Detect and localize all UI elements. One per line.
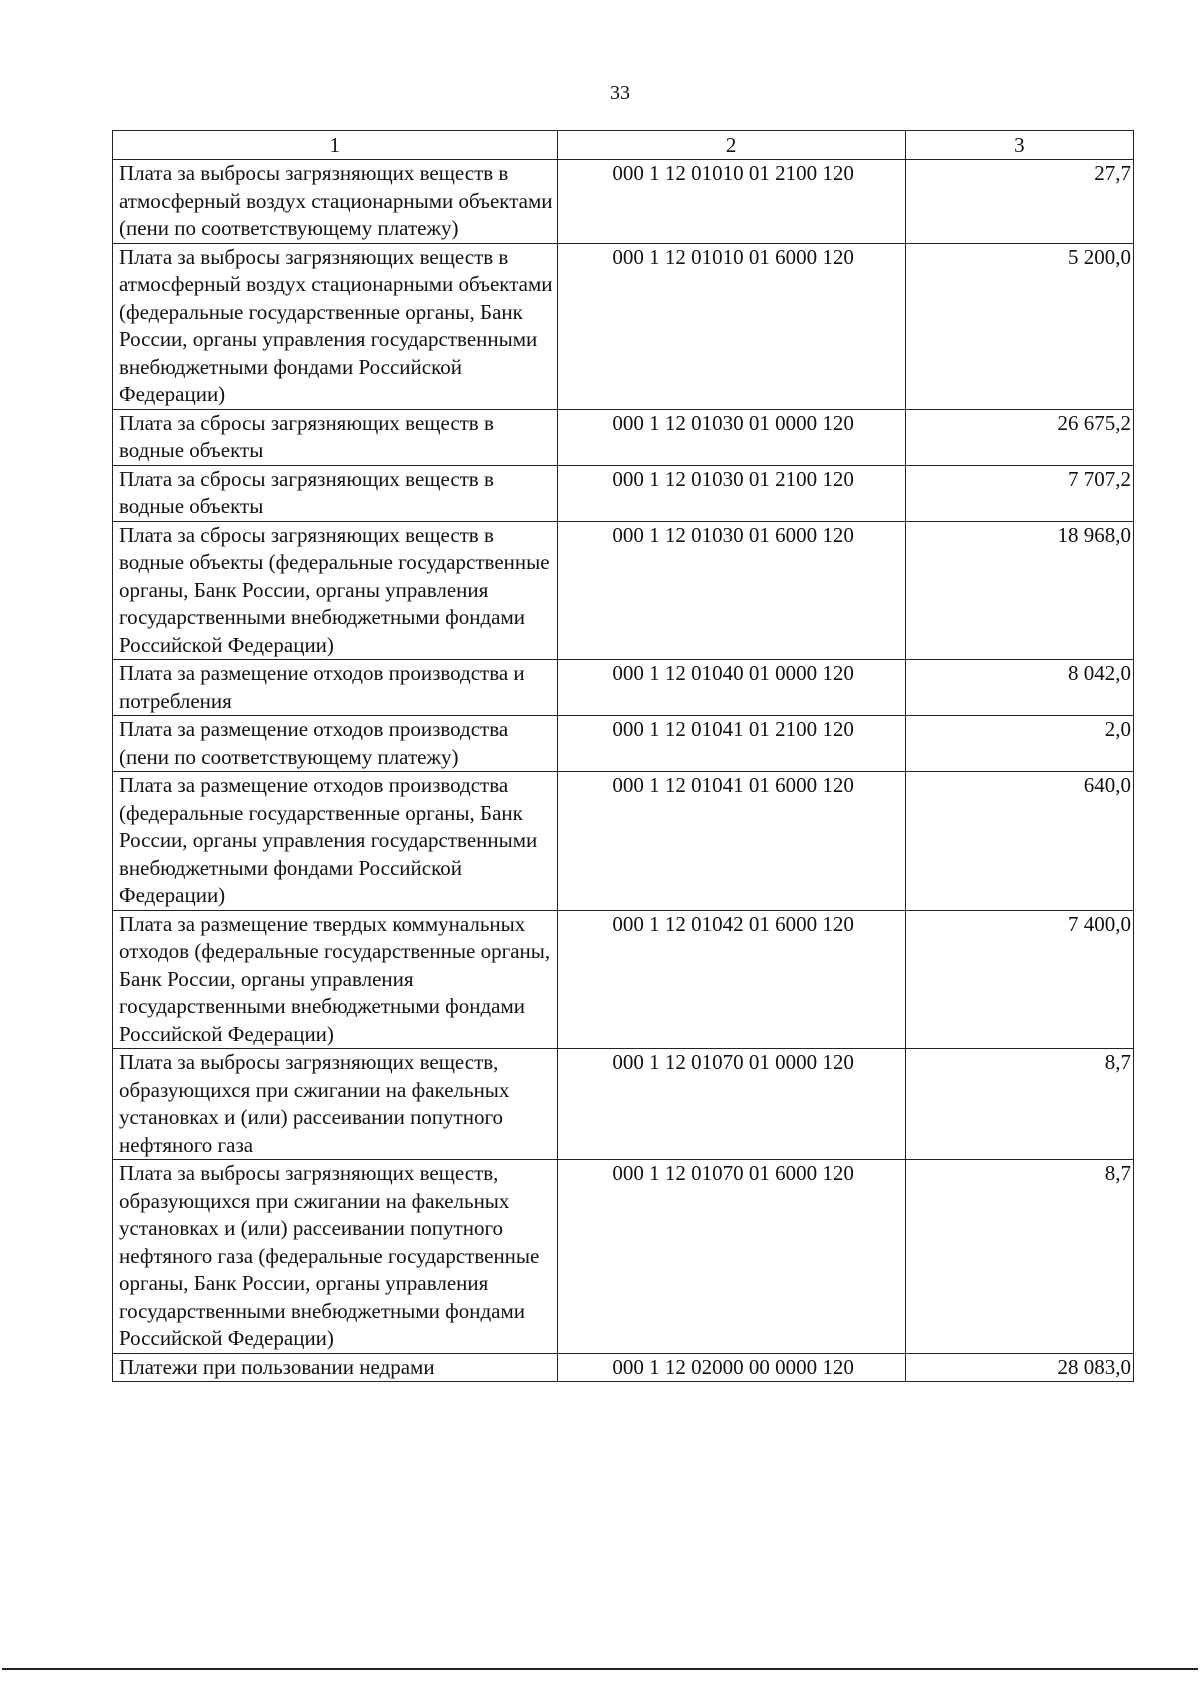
row-description: Плата за сбросы загрязняющих веществ в водные объекты <box>113 409 558 465</box>
row-budget-code: 000 1 12 01070 01 6000 120 <box>557 1160 905 1354</box>
column-header-1: 1 <box>113 131 558 160</box>
footer-rule <box>2 1668 1198 1670</box>
row-amount: 26 675,2 <box>905 409 1133 465</box>
row-amount: 8,7 <box>905 1160 1133 1354</box>
table-row <box>113 1353 1134 1382</box>
row-amount: 8,7 <box>905 1049 1133 1160</box>
table-row <box>113 243 1134 409</box>
row-budget-code: 000 1 12 02000 00 0000 120 <box>557 1353 905 1382</box>
row-description: Плата за сбросы загрязняющих веществ в водные объекты (федеральные государственные органы, Банк России, органы управления государственными внебюджетными фондами Российской Федерации) <box>113 521 558 660</box>
column-header-2: 2 <box>557 131 905 160</box>
row-amount: 7 400,0 <box>905 910 1133 1049</box>
row-description: Плата за размещение твердых коммунальных отходов (федеральные государственные органы, Банк России, органы управления государственными внебюджетными фондами Российской Федерации) <box>113 910 558 1049</box>
table-row <box>113 772 1134 911</box>
page-number: 33 <box>610 82 630 104</box>
row-budget-code: 000 1 12 01070 01 0000 120 <box>557 1049 905 1160</box>
row-budget-code: 000 1 12 01010 01 6000 120 <box>557 243 905 409</box>
table-row <box>113 716 1134 772</box>
row-description: Плата за сбросы загрязняющих веществ в водные объекты <box>113 465 558 521</box>
row-description: Плата за выбросы загрязняющих веществ в атмосферный воздух стационарными объектами (федеральные государственные органы, Банк России, органы управления государственными внебюджетными фондами Российской Федерации) <box>113 243 558 409</box>
table-row <box>113 160 1134 244</box>
row-budget-code: 000 1 12 01041 01 2100 120 <box>557 716 905 772</box>
row-description: Плата за размещение отходов производства (пени по соответствующему платежу) <box>113 716 558 772</box>
row-amount: 8 042,0 <box>905 660 1133 716</box>
row-amount: 640,0 <box>905 772 1133 911</box>
row-budget-code: 000 1 12 01042 01 6000 120 <box>557 910 905 1049</box>
row-description: Платежи при пользовании недрами <box>113 1353 558 1382</box>
row-amount: 18 968,0 <box>905 521 1133 660</box>
table-row <box>113 1160 1134 1354</box>
row-budget-code: 000 1 12 01010 01 2100 120 <box>557 160 905 244</box>
row-budget-code: 000 1 12 01030 01 2100 120 <box>557 465 905 521</box>
budget-table <box>112 130 1134 1382</box>
table-row <box>113 660 1134 716</box>
table-row <box>113 465 1134 521</box>
row-amount: 7 707,2 <box>905 465 1133 521</box>
row-budget-code: 000 1 12 01041 01 6000 120 <box>557 772 905 911</box>
row-description: Плата за выбросы загрязняющих веществ в атмосферный воздух стационарными объектами (пени по соответствующему платежу) <box>113 160 558 244</box>
row-amount: 27,7 <box>905 160 1133 244</box>
row-description: Плата за выбросы загрязняющих веществ, образующихся при сжигании на факельных установках и (или) рассеивании попутного нефтяного газа <box>113 1049 558 1160</box>
table-row <box>113 521 1134 660</box>
row-amount: 2,0 <box>905 716 1133 772</box>
column-header-3: 3 <box>905 131 1133 160</box>
row-description: Плата за размещение отходов производства и потребления <box>113 660 558 716</box>
row-budget-code: 000 1 12 01030 01 0000 120 <box>557 409 905 465</box>
table-row <box>113 910 1134 1049</box>
table-row <box>113 1049 1134 1160</box>
row-amount: 28 083,0 <box>905 1353 1133 1382</box>
table-header-row <box>113 131 1134 160</box>
row-amount: 5 200,0 <box>905 243 1133 409</box>
row-budget-code: 000 1 12 01040 01 0000 120 <box>557 660 905 716</box>
table-row <box>113 409 1134 465</box>
row-description: Плата за выбросы загрязняющих веществ, образующихся при сжигании на факельных установках и (или) рассеивании попутного нефтяного газа (федеральные государственные органы, Банк России, органы управления государственными внебюджетными фондами Российской Федерации) <box>113 1160 558 1354</box>
row-budget-code: 000 1 12 01030 01 6000 120 <box>557 521 905 660</box>
row-description: Плата за размещение отходов производства (федеральные государственные органы, Банк России, органы управления государственными внебюджетными фондами Российской Федерации) <box>113 772 558 911</box>
